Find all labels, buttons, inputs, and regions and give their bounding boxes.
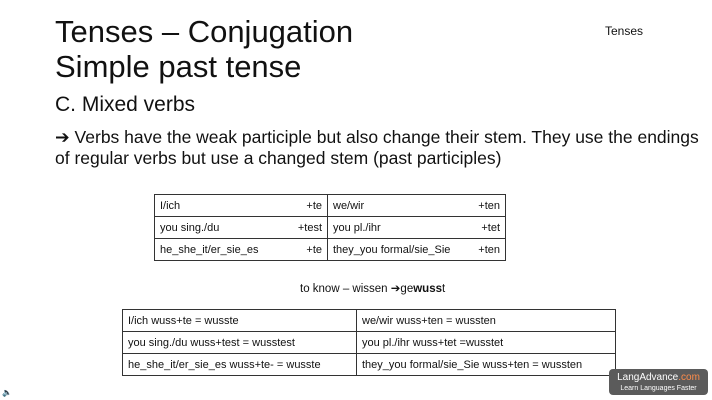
speaker-icon[interactable]: 🔈 [2,388,12,397]
table-cell [155,239,328,261]
table-row [123,354,616,376]
table-cell [328,217,506,239]
arrow-icon: ➔ [55,127,70,147]
table-row [155,217,506,239]
table-cell [328,195,506,217]
table-cell [155,195,328,217]
pronoun-label: you pl./ihr [333,221,381,234]
section-heading: C. Mixed verbs [55,93,196,116]
brand-name: LangAdvance [617,372,679,383]
explanation-body: Verbs have the weak participle but also change their stem. They use the endings of regular verbs but use a changed stem (past participles) [55,127,699,168]
table-row [123,332,616,354]
table-cell: I/ich wuss+te = wusste [123,310,357,332]
table-cell [155,217,328,239]
table-row [123,310,616,332]
topic-tag: Tenses [605,24,644,38]
pronoun-label: they_you formal/sie_Sie [333,243,451,256]
arrow-icon: ➔ [390,283,401,295]
participle-stem: wuss [413,283,442,295]
brand-watermark [609,369,708,395]
ending-label: +test [297,221,322,234]
explanation-text [55,127,705,169]
ending-label: +ten [478,199,500,212]
table-cell: you sing./du wuss+test = wusstest [123,332,357,354]
ending-label: +ten [478,243,500,256]
pronoun-label: I/ich [160,199,181,212]
participle-end: t [441,283,446,295]
endings-table [154,194,506,261]
conjugation-table [122,309,616,376]
title-line-1: Tenses – Conjugation [55,14,354,49]
example-line [300,281,445,295]
ending-label: +te [306,243,322,256]
table-row [155,239,506,261]
table-cell: you pl./ihr wuss+tet =wusstet [357,332,616,354]
participle-start: ge [400,283,414,295]
pronoun-label: you sing./du [160,221,220,234]
table-cell: we/wir wuss+ten = wussten [357,310,616,332]
slide-title [55,14,353,84]
ending-label: +te [306,199,322,212]
title-line-2: Simple past tense [55,49,302,84]
table-cell: they_you formal/sie_Sie wuss+ten = wussten [357,354,616,376]
watermark-tagline: Learn Languages Faster [620,385,697,392]
ending-label: +tet [481,221,500,234]
watermark-brand [609,369,708,384]
example-prefix: to know – wissen [300,283,388,295]
pronoun-label: we/wir [333,199,365,212]
pronoun-label: he_she_it/er_sie_es [160,243,259,256]
table-cell [328,239,506,261]
table-cell: he_she_it/er_sie_es wuss+te- = wusste [123,354,357,376]
table-row [155,195,506,217]
brand-domain: .com [678,372,700,383]
